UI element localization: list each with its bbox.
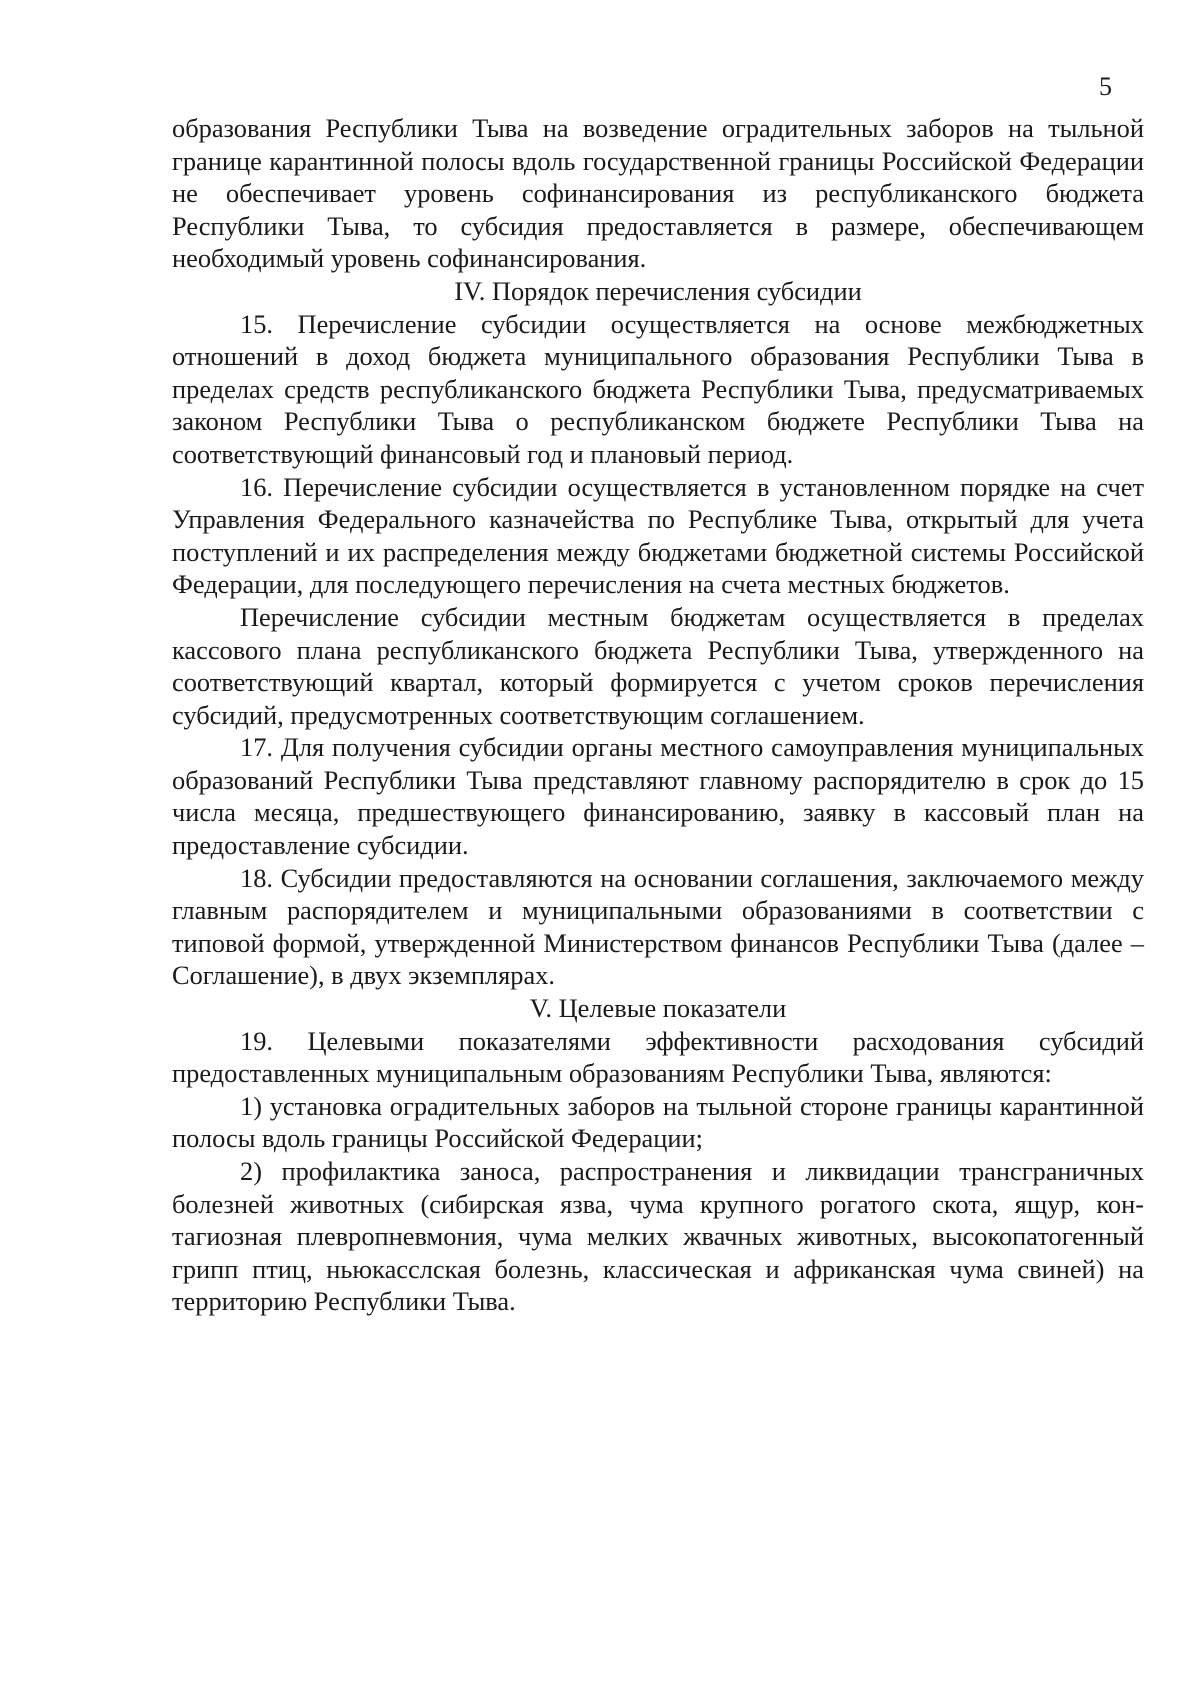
list-item-1: 1) установка оградительных заборов на тыльной стороне границы карантинной полосы вдоль границы Российской Федерации;	[172, 1090, 1144, 1154]
page-number: 5	[1099, 72, 1112, 101]
section-iv-heading: IV. Порядок перечисления субсидии	[454, 275, 862, 306]
list-item-2: 2) профилактика заноса, распространения и ликвидации трансграничных болезней животных (сибирская язва, чума крупного рогатого скота, ящур, контагиозная плевропневмония, чума мелких жвачных животных, высокопатогенный грипп птиц, ньюкасслская болезнь, классическая и африканская чума свиней) на территорию Республики Тыва.	[172, 1156, 1144, 1317]
document-body	[172, 112, 1144, 1318]
paragraph-16: 16. Перечисление субсидии осуществляется в установленном порядке на счет Управления Федерального казначейства по Республике Тыва, открытый для учета поступлений и их распределения между бюджетами бюджетной системы Российской Федерации, для последующего перечисления на счета местных бюджетов.	[172, 471, 1144, 600]
paragraph-16-continued: Перечисление субсидии местным бюджетам осуществляется в пределах кассового плана республиканского бюджета Республики Тыва, утвержденного на соответствующий квартал, который формируется с учетом сроков перечисления субсидий, предусмотренных соответствующим соглашением.	[172, 601, 1144, 730]
paragraph-15: 15. Перечисление субсидии осуществляется на основе межбюджетных отношений в доход бюджета муниципального образования Республики Тыва в пределах средств республиканского бюджета Республики Тыва, предусматриваемых законом Республики Тыва о республиканском бюджете Республики Тыва на соответствующий финансовый год и плановый период.	[172, 308, 1144, 469]
paragraph-19: 19. Целевыми показателями эффективности расходования субсидий предоставленных муниципальным образованиям Республики Тыва, являются:	[172, 1025, 1144, 1089]
paragraph-17: 17. Для получения субсидии органы местного самоуправления муниципальных образований Республики Тыва представляют главному распорядителю в срок до 15 числа месяца, предшествующего финансированию, заявку в кассовый план на предоставление субсидии.	[172, 732, 1144, 861]
paragraph-18: 18. Субсидии предоставляются на основании соглашения, заключаемого между главным распорядителем и муниципальными образованиями в соответствии с типовой формой, утвержденной Министерством финансов Республики Тыва (далее – Соглашение), в двух экземплярах.	[172, 862, 1144, 991]
section-v-heading: V. Целевые показатели	[529, 993, 787, 1024]
intro-paragraph: образования Республики Тыва на возведение оградительных заборов на тыльной границе карантинной полосы вдоль государственной границы Российской Федерации не обеспечивает уровень софинансирования из республиканского бюджета Республики Тыва, то субсидия предоставляется в размере, обеспечивающем необходимый уровень софинансирования.	[172, 113, 1144, 274]
